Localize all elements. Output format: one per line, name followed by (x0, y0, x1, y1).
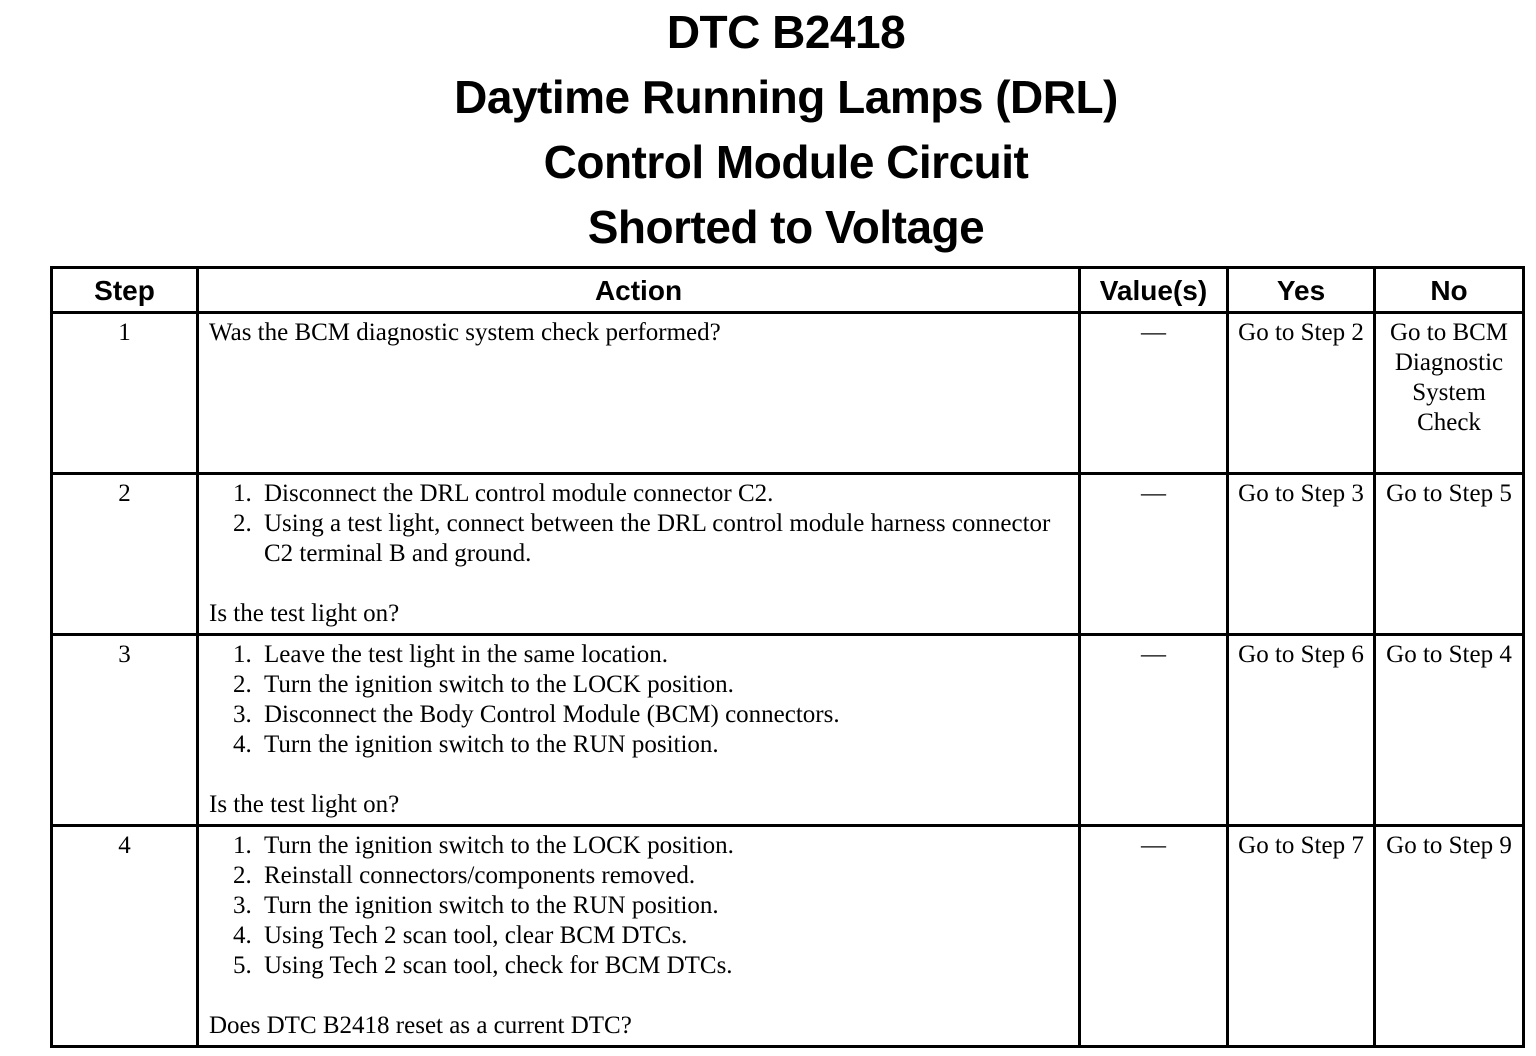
action-item (209, 700, 1070, 730)
no-cell: Go to BCM Diagnostic System Check (1375, 313, 1524, 474)
action-item (209, 640, 1070, 670)
step-number: 1 (52, 313, 198, 474)
title-line-3: Control Module Circuit (543, 136, 1029, 188)
table-header-row (52, 268, 1524, 313)
action-item (209, 670, 1070, 700)
action-item-text: Turn the ignition switch to the LOCK position. (264, 832, 734, 859)
column-header-values: Value(s) (1080, 268, 1228, 313)
action-cell (198, 826, 1080, 1047)
column-header-no: No (1375, 268, 1524, 313)
action-item-text: Reinstall connectors/components removed. (264, 862, 696, 889)
action-item-text: Leave the test light in the same location. (264, 641, 669, 668)
action-item-text: Using a test light, connect between the DRL control module harness connector C2 terminal B and ground. (264, 510, 1051, 567)
value-cell: — (1080, 826, 1228, 1047)
action-list (209, 831, 1070, 981)
action-item-number: 4. (233, 731, 252, 758)
yes-cell: Go to Step 7 (1228, 826, 1375, 1047)
diagnostic-table (50, 266, 1525, 1048)
action-item-number: 2. (233, 510, 252, 537)
action-item-number: 5. (233, 952, 252, 979)
action-item (209, 921, 1070, 951)
action-item-number: 1. (233, 832, 252, 859)
action-item (209, 891, 1070, 921)
step-number: 2 (52, 474, 198, 635)
column-header-action: Action (198, 268, 1080, 313)
column-header-yes: Yes (1228, 268, 1375, 313)
action-item-number: 3. (233, 892, 252, 919)
action-item-text: Using Tech 2 scan tool, clear BCM DTCs. (264, 922, 688, 949)
table-row (52, 635, 1524, 826)
action-cell (198, 635, 1080, 826)
action-cell (198, 313, 1080, 474)
title-line-1: DTC B2418 (666, 6, 906, 58)
no-cell: Go to Step 9 (1375, 826, 1524, 1047)
yes-cell: Go to Step 6 (1228, 635, 1375, 826)
title-line-2: Daytime Running Lamps (DRL) (454, 71, 1118, 123)
action-question: Is the test light on? (209, 600, 400, 627)
action-item-number: 1. (233, 480, 252, 507)
action-item (209, 831, 1070, 861)
action-cell (198, 474, 1080, 635)
no-cell: Go to Step 5 (1375, 474, 1524, 635)
action-item-number: 4. (233, 922, 252, 949)
action-item-number: 2. (233, 862, 252, 889)
page-title (0, 0, 1536, 260)
step-number: 3 (52, 635, 198, 826)
action-list (209, 479, 1070, 569)
action-item (209, 951, 1070, 981)
value-cell: — (1080, 474, 1228, 635)
action-item-number: 2. (233, 671, 252, 698)
column-header-step: Step (52, 268, 198, 313)
table-row (52, 474, 1524, 635)
table-row (52, 313, 1524, 474)
action-item-text: Using Tech 2 scan tool, check for BCM DTCs. (264, 952, 733, 979)
yes-cell: Go to Step 3 (1228, 474, 1375, 635)
action-item-text: Turn the ignition switch to the RUN position. (264, 731, 719, 758)
action-item (209, 509, 1070, 569)
action-list (209, 640, 1070, 760)
action-question: Is the test light on? (209, 791, 400, 818)
table-row (52, 826, 1524, 1047)
action-question: Does DTC B2418 reset as a current DTC? (209, 1012, 632, 1039)
title-line-4: Shorted to Voltage (587, 201, 985, 253)
action-item (209, 730, 1070, 760)
action-item-number: 1. (233, 641, 252, 668)
action-item (209, 479, 1070, 509)
step-number: 4 (52, 826, 198, 1047)
action-item-text: Turn the ignition switch to the RUN position. (264, 892, 719, 919)
no-cell: Go to Step 4 (1375, 635, 1524, 826)
yes-cell: Go to Step 2 (1228, 313, 1375, 474)
action-item-number: 3. (233, 701, 252, 728)
value-cell: — (1080, 635, 1228, 826)
action-item-text: Disconnect the DRL control module connector C2. (264, 480, 774, 507)
action-item-text: Disconnect the Body Control Module (BCM) connectors. (264, 701, 840, 728)
action-item-text: Turn the ignition switch to the LOCK position. (264, 671, 734, 698)
action-question: Was the BCM diagnostic system check performed? (209, 319, 721, 346)
action-item (209, 861, 1070, 891)
value-cell: — (1080, 313, 1228, 474)
